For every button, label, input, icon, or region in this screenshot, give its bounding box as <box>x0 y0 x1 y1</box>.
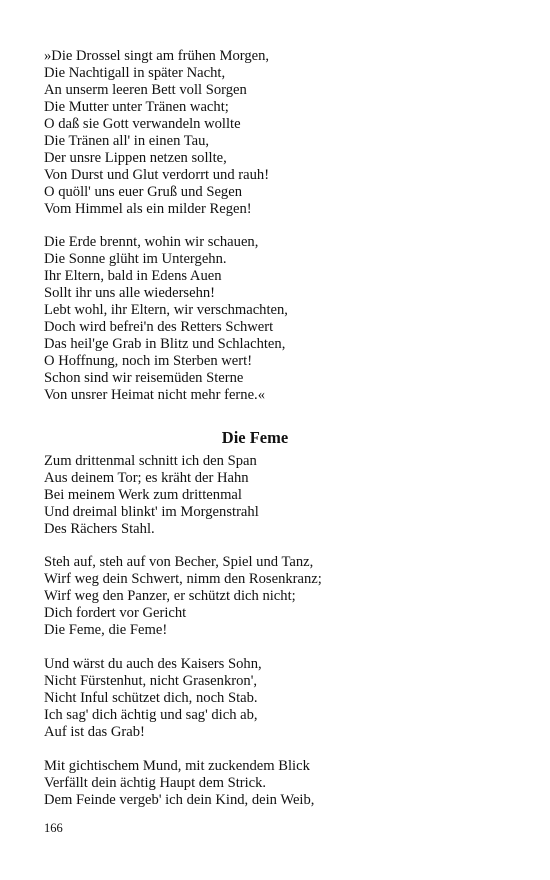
verse-line: Die Nachtigall in später Nacht, <box>44 65 226 81</box>
verse-line: Steh auf, steh auf von Becher, Spiel und Tanz, <box>44 554 314 570</box>
verse-line: Mit gichtischem Mund, mit zuckendem Blick <box>44 758 310 774</box>
verse-line: Verfällt dein ächtig Haupt dem Strick. <box>44 775 267 791</box>
verse-line: Die Tränen all' in einen Tau, <box>44 133 210 149</box>
verse-line: Von unsrer Heimat nicht mehr ferne.« <box>44 387 266 403</box>
verse-line: Dich fordert vor Gericht <box>44 605 187 621</box>
verse-line: Ich sag' dich ächtig und sag' dich ab, <box>44 707 258 723</box>
stanza <box>44 554 514 639</box>
verse-line: O quöll' uns euer Gruß und Segen <box>44 184 242 200</box>
verse-line: Der unsre Lippen netzen sollte, <box>44 150 227 166</box>
stanza <box>44 656 514 741</box>
verse-line: Und dreimal blinkt' im Morgenstrahl <box>44 504 259 520</box>
stanza <box>44 453 514 538</box>
verse-line: Die Feme, die Feme! <box>44 622 168 638</box>
verse-line: Aus deinem Tor; es kräht der Hahn <box>44 470 249 486</box>
stanza <box>44 758 514 809</box>
poem-title: Die Feme <box>221 428 289 447</box>
verse-line: Wirf weg dein Schwert, nimm den Rosenkranz; <box>44 571 322 587</box>
verse-line: Wirf weg den Panzer, er schützt dich nicht; <box>44 588 296 604</box>
verse-line: Schon sind wir reisemüden Sterne <box>44 370 244 386</box>
stanza <box>44 48 514 218</box>
verse-line: Von Durst und Glut verdorrt und rauh! <box>44 167 270 183</box>
verse-line: Lebt wohl, ihr Eltern, wir verschmachten, <box>44 302 288 318</box>
verse-line: Die Mutter unter Tränen wacht; <box>44 99 229 115</box>
verse-line: Nicht Fürstenhut, nicht Grasenkron', <box>44 673 257 689</box>
verse-line: Die Erde brennt, wohin wir schauen, <box>44 234 259 250</box>
verse-line: Ihr Eltern, bald in Edens Auen <box>44 268 222 284</box>
verse-line: Des Rächers Stahl. <box>44 521 155 537</box>
verse-line: Bei meinem Werk zum drittenmal <box>44 487 242 503</box>
verse-line: Zum drittenmal schnitt ich den Span <box>44 453 257 469</box>
verse-line: Sollt ihr uns alle wiedersehn! <box>44 285 216 301</box>
verse-line: O daß sie Gott verwandeln wollte <box>44 116 241 132</box>
verse-line: Doch wird befrei'n des Retters Schwert <box>44 319 274 335</box>
page-number: 166 <box>44 821 63 835</box>
verse-line: Nicht Inful schützet dich, noch Stab. <box>44 690 258 706</box>
verse-line: Das heil'ge Grab in Blitz und Schlachten, <box>44 336 286 352</box>
verse-line: Vom Himmel als ein milder Regen! <box>44 201 252 217</box>
verse-line: An unserm leeren Bett voll Sorgen <box>44 82 247 98</box>
verse-line: »Die Drossel singt am frühen Morgen, <box>44 48 270 64</box>
verse-line: O Hoffnung, noch im Sterben wert! <box>44 353 253 369</box>
stanza <box>44 234 514 404</box>
verse-line: Dem Feinde vergeb' ich dein Kind, dein Weib, <box>44 792 315 808</box>
verse-line: Die Sonne glüht im Untergehn. <box>44 251 227 267</box>
verse-line: Auf ist das Grab! <box>44 724 145 740</box>
verse-line: Und wärst du auch des Kaisers Sohn, <box>44 656 262 672</box>
